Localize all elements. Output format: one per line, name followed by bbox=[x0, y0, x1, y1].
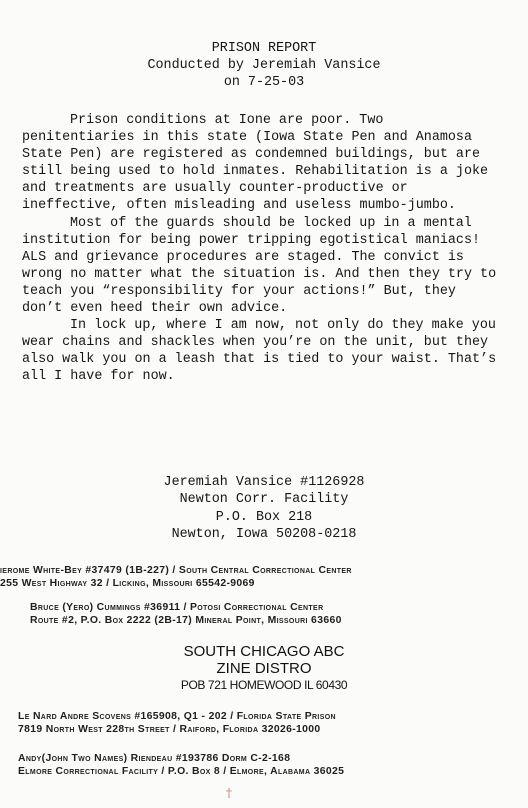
zine-distro-label: ZINE DISTRO bbox=[216, 659, 312, 677]
signature-name: Jeremiah Vansice #1126928 bbox=[163, 475, 365, 490]
pen-mark-icon: † bbox=[226, 786, 232, 800]
inmate-address-line: ierome White-Bey #37479 (1B-227) / South Central Correctional Center bbox=[0, 565, 352, 576]
inmate-address-line: Elmore Correctional Facility / P.O. Box 8 / Elmore, Alabama 36025 bbox=[18, 765, 345, 777]
report-byline: Conducted by Jeremiah Vansice bbox=[147, 58, 381, 73]
signature-facility: Newton Corr. Facility bbox=[179, 492, 349, 508]
signature-box: P.O. Box 218 bbox=[215, 509, 313, 525]
report-paragraph-2: Most of the guards should be locked up in a mental institution for being power tripping egotistical maniacs! ALS and grievance procedures are staged. The convict is wrong no matter what the situation is. And then they try to teach you “responsibility for your actions!” But, they don’t even heed their own advice. bbox=[22, 215, 497, 317]
report-paragraph-3: In lock up, where I am now, not only do they make you wear chains and shackles when you’re on the unit, but they also walk you on a leash that is tied to your waist. That’s all I have for now. bbox=[22, 318, 497, 385]
signature-block bbox=[0, 474, 528, 543]
report-header bbox=[0, 40, 528, 91]
report-date: on 7-25-03 bbox=[223, 75, 305, 90]
zine-distro-block bbox=[0, 644, 528, 693]
inmate-address-line: 255 West Highway 32 / Licking, Missouri 65542-9069 bbox=[0, 577, 255, 589]
inmate-address-line: 7819 North West 228th Street / Raiford, Florida 32026-1000 bbox=[18, 723, 321, 735]
report-paragraph-1: Prison conditions at Ione are poor. Two penitentiaries in this state (Iowa State Pen and Anamosa State Pen) are registered as condemned buildings, but are still being used to hold inmates. Rehabilitation is a joke and treatments are usually counter-productive or ineffective, often misleading and useless mumbo-jumbo. bbox=[22, 113, 489, 214]
zine-address: POB 721 HOMEWOOD IL 60430 bbox=[180, 678, 348, 692]
inmate-address-2 bbox=[30, 602, 342, 627]
signature-city: Newton, Iowa 50208-0218 bbox=[171, 526, 357, 542]
inmate-address-line: Andy(John Two Names) Riendeau #193786 Dorm C-2-168 bbox=[18, 753, 291, 764]
inmate-address-line: Route #2, P.O. Box 2222 (2B-17) Mineral Point, Missouri 63660 bbox=[30, 614, 342, 626]
report-title: PRISON REPORT bbox=[211, 41, 317, 56]
inmate-address-line: Bruce (Yero) Cummings #36911 / Potosi Correctional Center bbox=[30, 602, 324, 613]
inmate-address-4 bbox=[18, 753, 344, 778]
inmate-address-1 bbox=[0, 565, 352, 590]
zine-name: SOUTH CHICAGO ABC bbox=[183, 643, 345, 660]
inmate-address-3 bbox=[18, 711, 336, 736]
inmate-address-line: Le Nard Andre Scovens #165908, Q1 - 202 / Florida State Prison bbox=[18, 711, 336, 722]
report-body bbox=[22, 112, 500, 386]
